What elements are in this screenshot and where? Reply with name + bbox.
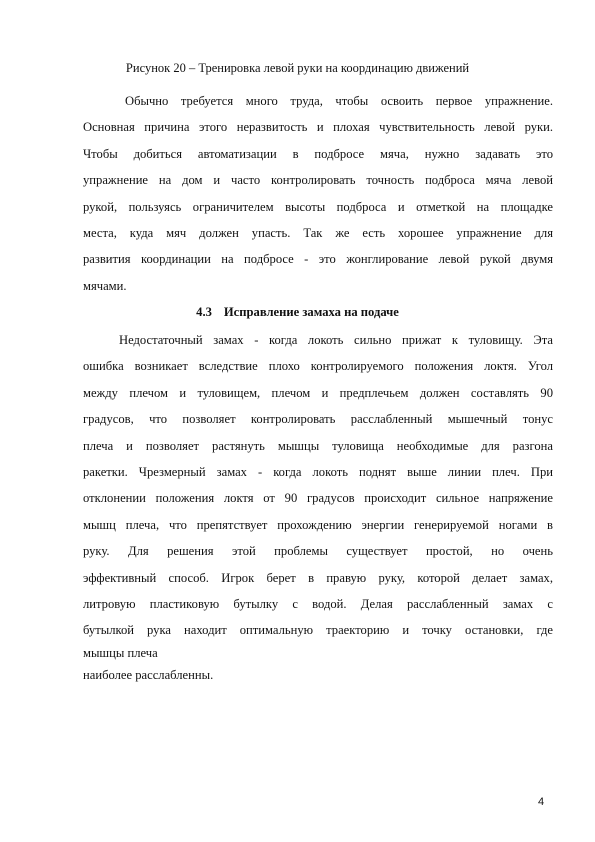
paragraph-line: плеча и позволяет растянуть мышцы туловища необходимые для разгона bbox=[83, 438, 553, 453]
paragraph-line: между плечом и туловищем, плечом и предплечьем должен составлять 90 bbox=[83, 385, 553, 400]
paragraph-line: мячами. bbox=[83, 278, 127, 293]
paragraph-line: литровую пластиковую бутылку с водой. Делая расслабленный замах с bbox=[83, 596, 553, 611]
paragraph-line: наиболее расслабленны. bbox=[83, 667, 214, 682]
paragraph-line: развития координации на подбросе - это жонглирование левой рукой двумя bbox=[83, 252, 553, 267]
paragraph-line: Обычно требуется много труда, чтобы освоить первое упражнение. bbox=[125, 94, 553, 108]
figure-caption: Рисунок 20 – Тренировка левой руки на координацию движений bbox=[125, 61, 470, 75]
paragraph-line: эффективный способ. Игрок берет в правую руку, которой делает замах, bbox=[83, 570, 553, 585]
paragraph-line: бутылкой рука находит оптимальную траекторию и точку остановки, где bbox=[83, 623, 553, 638]
paragraph-line: руку. Для решения этой проблемы существует простой, но очень bbox=[83, 544, 553, 559]
page-number: 4 bbox=[538, 796, 545, 808]
paragraph-line: Недостаточный замах - когда локоть сильно прижат к туловищу. Эта bbox=[119, 333, 553, 347]
paragraph-line: Основная причина этого неразвитость и плохая чувствительность левой руки. bbox=[83, 120, 553, 135]
paragraph-line: отклонении положения локтя от 90 градусов происходит сильное напряжение bbox=[83, 491, 553, 506]
section-title: Исправление замаха на подаче bbox=[223, 305, 399, 319]
paragraph-line: мышцы плеча bbox=[83, 645, 158, 660]
section-number: 4.3 bbox=[196, 305, 212, 319]
paragraph-line: рукой, пользуясь ограничителем высоты подброса и отметкой на площадке bbox=[83, 199, 553, 214]
paragraph-2 bbox=[83, 327, 553, 688]
paragraph-line: места, куда мяч должен упасть. Так же есть хорошее упражнение для bbox=[83, 225, 553, 240]
paragraph-line: Чтобы добиться автоматизации в подбросе мяча, нужно задавать это bbox=[83, 146, 553, 161]
paragraph-line: градусов, что позволяет контролировать расслабленный мышечный тонус bbox=[83, 412, 553, 427]
section-heading bbox=[0, 304, 595, 320]
paragraph-line: ракетки. Чрезмерный замах - когда локоть поднят выше линии плеч. При bbox=[83, 464, 553, 479]
paragraph-line: мышц плеча, что препятствует прохождению энергии генерируемой ногами в bbox=[83, 517, 553, 532]
paragraph-line: ошибка возникает вследствие плохо контролируемого положения локтя. Угол bbox=[83, 359, 553, 374]
paragraph-1 bbox=[83, 88, 553, 299]
paragraph-line: упражнение на дом и часто контролировать точность подброса мяча левой bbox=[83, 173, 553, 188]
